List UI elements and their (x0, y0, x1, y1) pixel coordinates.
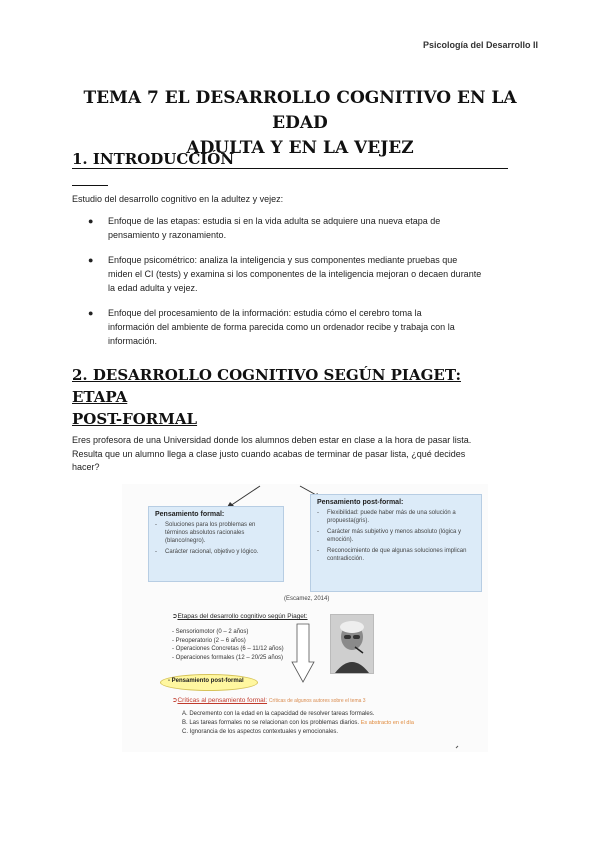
list-item (72, 253, 512, 295)
section-2-heading-line-1: 2. DESARROLLO COGNITIVO SEGÚN PIAGET: ETAPA (72, 366, 461, 406)
arrow-left-line (230, 486, 260, 506)
formal-item: - Soluciones para los problemas en términos absolutos racionales (blanco/negro). (155, 522, 256, 544)
section-2-heading-line-2: POST-FORMAL (72, 410, 198, 428)
postformal-heading: Pensamiento post-formal: (317, 499, 404, 506)
bullet-list (72, 214, 512, 348)
bullet-line: información. (108, 336, 158, 346)
course-header: Psicología del Desarrollo II (422, 40, 538, 50)
formal-item: - Carácter racional, objetivo y lógico. (155, 549, 259, 555)
title-line-1: TEMA 7 EL DESARROLLO COGNITIVO EN LA EDAD (83, 88, 517, 133)
question-line: hacer? (72, 462, 100, 472)
bullet-line: pensamiento y razonamiento. (108, 230, 227, 240)
bullet-line: información del ambiente de forma parecida como un ordenador recibe y trabaja con la (108, 322, 455, 332)
formal-thinking-box (148, 506, 284, 582)
section-1-intro: Estudio del desarrollo cognitivo en la adultez y vejez: (72, 194, 284, 204)
bullet-line: Enfoque de las etapas: estudia si en la vida adulta se adquiere una nueva etapa de (108, 216, 441, 226)
title-line-2: ADULTA Y EN LA VEJEZ (186, 138, 414, 158)
stages-title: ➲Etapas del desarrollo cognitivo según Piaget: (172, 613, 308, 620)
bullet-icon: ● (88, 255, 94, 265)
critics-note: Críticas de algunos autores sobre el tema 3 (268, 698, 366, 704)
mark (456, 746, 458, 748)
question-line: Eres profesora de una Universidad donde los alumnos deben estar en clase a la hora de pasar lista. (72, 435, 472, 445)
bullet-icon: ● (88, 216, 94, 226)
postformal-item: - Carácter más subjetivo y menos absoluto (lógica y emoción). (317, 529, 462, 543)
critic-item: C. Ignorancia de los aspectos contextuales y emocionales. (182, 729, 339, 735)
stage-item: - Preoperatorio (2 – 6 años) (172, 637, 246, 644)
critics-title: ➲Críticas al pensamiento formal: Críticas de algunos autores sobre el tema 3 (172, 697, 366, 704)
postformal-item: - Reconocimiento de que algunas soluciones implican contradicción. (317, 548, 467, 562)
bullet-line: Enfoque psicométrico: analiza la inteligencia y sus componentes mediante pruebas que (108, 255, 458, 265)
critic-item: A. Decremento con la edad en la capacidad de resolver tareas formales. (182, 711, 375, 717)
question-line: Resulta que un alumno llega a clase justo cuando acabas de terminar de pasar lista, ¿qué decides (72, 448, 466, 459)
bullet-icon: ● (88, 308, 94, 318)
stage-item: - Operaciones formales (12 – 20/25 años) (172, 654, 284, 661)
stages-list (172, 628, 284, 662)
down-arrow-icon (292, 624, 314, 682)
list-item (72, 214, 512, 242)
portrait-illustration (331, 615, 373, 673)
section-1-heading: 1. INTRODUCCIÓN (72, 150, 508, 169)
divider (72, 185, 108, 186)
stage-item: - Operaciones Concretas (6 – 11/12 años) (172, 646, 284, 652)
critics-list (182, 710, 414, 737)
formal-heading: Pensamiento formal: (155, 511, 225, 518)
bullet-line: Enfoque del procesamiento de la información: estudia cómo el cerebro toma la (108, 308, 422, 318)
postformal-label: - Pensamiento post-formal (168, 678, 244, 684)
question-paragraph (72, 434, 532, 475)
postformal-item: - Flexibilidad: puede haber más de una solución a propuesta(gris). (317, 510, 456, 524)
bullet-line: miden el CI (tests) y examina si los componentes de la inteligencia mejoran o decaen durante (108, 269, 482, 279)
postformal-thinking-box (310, 494, 482, 592)
piaget-figure (122, 484, 488, 752)
stage-item: - Sensoriomotor (0 – 2 años) (172, 629, 249, 635)
section-2-heading (72, 364, 492, 430)
critic-item: B. Las tareas formales no se relacionan con los problemas diarios. Es abstracto en el día (182, 720, 414, 726)
piaget-photo (330, 614, 374, 674)
bullet-line: la edad adulta y vejez. (108, 283, 198, 293)
list-item (72, 306, 512, 348)
citation: (Escamez, 2014) (284, 596, 330, 602)
